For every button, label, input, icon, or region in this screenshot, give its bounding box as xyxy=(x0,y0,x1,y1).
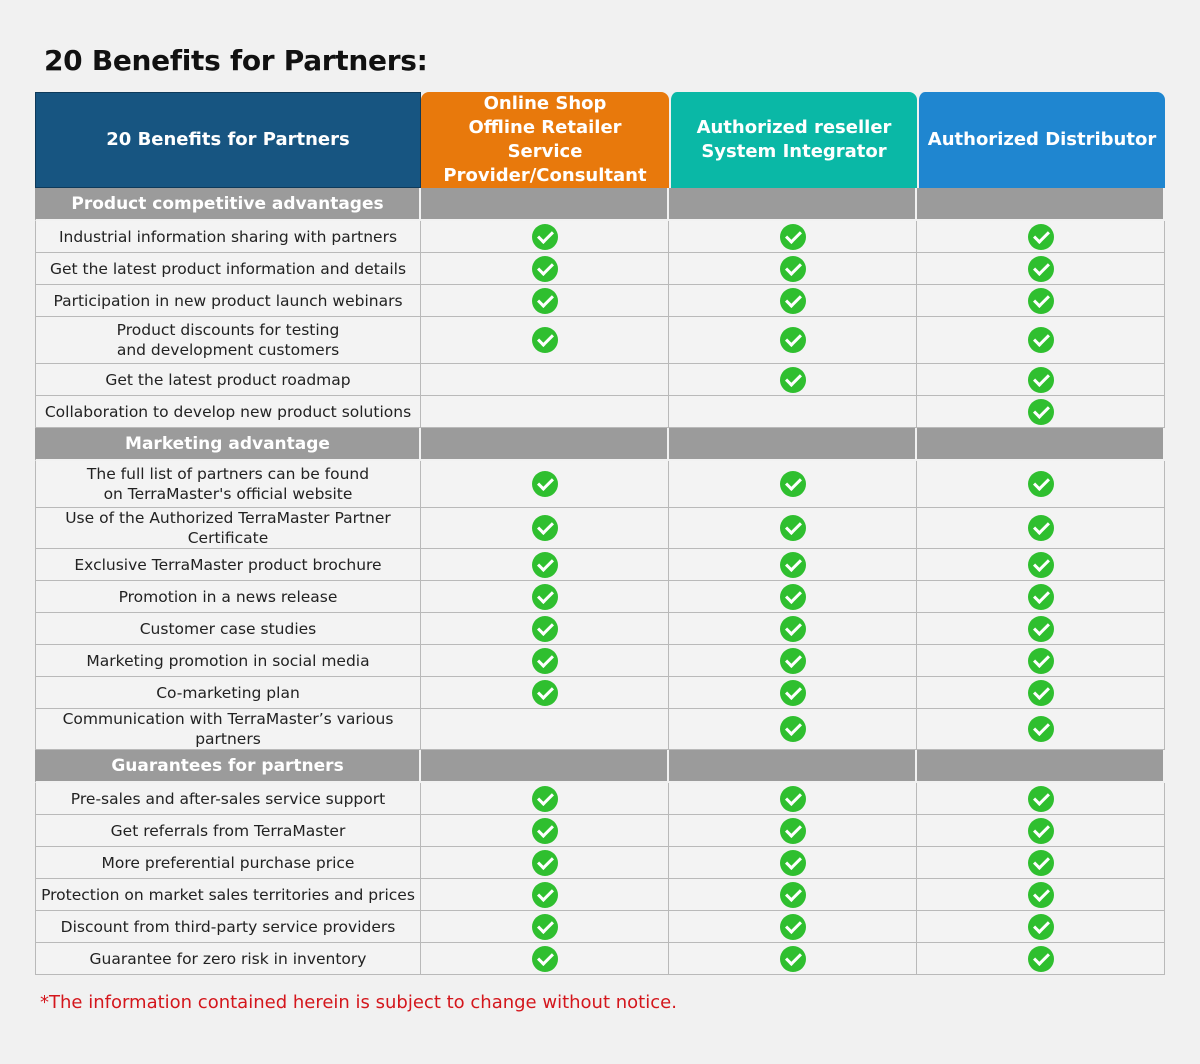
table-row xyxy=(35,508,1165,549)
section-cell xyxy=(421,750,669,783)
section-title: Product competitive advantages xyxy=(35,188,421,221)
check-circle-icon xyxy=(1028,367,1054,393)
check-circle-icon xyxy=(780,584,806,610)
tier-cell xyxy=(917,317,1165,364)
check-circle-icon xyxy=(1028,288,1054,314)
table-row xyxy=(35,581,1165,613)
tier-cell xyxy=(917,461,1165,508)
benefit-label-line: Exclusive TerraMaster product brochure xyxy=(74,555,382,574)
benefit-label xyxy=(35,396,421,428)
header-line: System Integrator xyxy=(701,141,887,162)
tier-cell xyxy=(421,943,669,975)
benefit-label-line: Communication with TerraMaster’s various partners xyxy=(62,710,394,748)
check-circle-icon xyxy=(532,850,558,876)
tier-cell xyxy=(421,783,669,815)
table-row xyxy=(35,783,1165,815)
benefit-label xyxy=(35,317,421,364)
table-row xyxy=(35,815,1165,847)
check-circle-icon xyxy=(532,616,558,642)
table-row xyxy=(35,943,1165,975)
check-circle-icon xyxy=(780,882,806,908)
header-tier-distributor xyxy=(917,92,1165,188)
tier-cell xyxy=(669,549,917,581)
header-benefits-label: 20 Benefits for Partners xyxy=(106,129,350,150)
benefit-label xyxy=(35,911,421,943)
tier-cell xyxy=(421,847,669,879)
check-circle-icon xyxy=(1028,786,1054,812)
tier-cell xyxy=(669,815,917,847)
benefit-label xyxy=(35,285,421,317)
check-circle-icon xyxy=(532,515,558,541)
benefit-label-line: Participation in new product launch webinars xyxy=(53,291,403,310)
tier-cell xyxy=(669,943,917,975)
benefit-label xyxy=(35,508,421,549)
benefit-label xyxy=(35,645,421,677)
check-circle-icon xyxy=(1028,327,1054,353)
section-cell xyxy=(669,188,917,221)
section-cell xyxy=(669,428,917,461)
section-cell xyxy=(917,428,1165,461)
tier-cell xyxy=(917,285,1165,317)
section-cell xyxy=(669,750,917,783)
check-circle-icon xyxy=(532,680,558,706)
check-circle-icon xyxy=(532,327,558,353)
check-circle-icon xyxy=(780,515,806,541)
tier-cell xyxy=(669,613,917,645)
check-circle-icon xyxy=(1028,399,1054,425)
tier-cell xyxy=(421,613,669,645)
tier-cell xyxy=(669,364,917,396)
tier-cell xyxy=(669,396,917,428)
check-circle-icon xyxy=(1028,471,1054,497)
section-row xyxy=(35,188,1165,221)
header-benefits xyxy=(35,92,421,188)
check-circle-icon xyxy=(780,288,806,314)
table-row xyxy=(35,677,1165,709)
check-circle-icon xyxy=(1028,882,1054,908)
check-circle-icon xyxy=(780,224,806,250)
check-circle-icon xyxy=(780,552,806,578)
tier-cell xyxy=(917,221,1165,253)
check-circle-icon xyxy=(780,327,806,353)
benefit-label-line: and development customers xyxy=(116,341,340,359)
benefit-label-line: Get referrals from TerraMaster xyxy=(110,821,346,840)
header-row xyxy=(35,92,1165,188)
tier-cell xyxy=(917,677,1165,709)
tier-cell xyxy=(669,783,917,815)
check-circle-icon xyxy=(1028,648,1054,674)
tier-cell xyxy=(917,396,1165,428)
tier-cell xyxy=(917,645,1165,677)
table-row xyxy=(35,911,1165,943)
benefit-label xyxy=(35,815,421,847)
header-line: Online Shop xyxy=(483,93,607,114)
table-row xyxy=(35,879,1165,911)
tier-cell xyxy=(421,461,669,508)
tier-cell xyxy=(421,549,669,581)
tier-cell xyxy=(421,581,669,613)
tier-cell xyxy=(421,645,669,677)
header-line: Service Provider/Consultant xyxy=(443,141,647,186)
benefit-label-line: Protection on market sales territories and prices xyxy=(41,885,415,904)
tier-cell xyxy=(421,221,669,253)
tier-cell xyxy=(917,364,1165,396)
table-row xyxy=(35,253,1165,285)
tier-cell xyxy=(917,911,1165,943)
tier-cell xyxy=(917,847,1165,879)
header-line: Offline Retailer xyxy=(468,117,622,138)
section-cell xyxy=(421,428,669,461)
benefit-label-line: on TerraMaster's official website xyxy=(103,485,353,503)
check-circle-icon xyxy=(780,256,806,282)
tier-cell xyxy=(669,317,917,364)
tier-cell xyxy=(421,364,669,396)
table-row xyxy=(35,221,1165,253)
tier-cell xyxy=(669,253,917,285)
section-cell xyxy=(917,750,1165,783)
tier-cell xyxy=(669,911,917,943)
benefit-label-line: Product discounts for testing xyxy=(116,321,340,339)
tier-cell xyxy=(421,911,669,943)
benefit-label-line: Marketing promotion in social media xyxy=(86,651,370,670)
tier-cell xyxy=(669,645,917,677)
tier-cell xyxy=(421,677,669,709)
benefit-label-line: Customer case studies xyxy=(139,619,317,638)
check-circle-icon xyxy=(1028,914,1054,940)
header-line: Authorized reseller xyxy=(696,117,892,138)
benefit-label xyxy=(35,709,421,750)
table-row xyxy=(35,285,1165,317)
check-circle-icon xyxy=(532,471,558,497)
header-line: Authorized Distributor xyxy=(927,129,1157,150)
section-cell xyxy=(421,188,669,221)
benefit-label xyxy=(35,677,421,709)
check-circle-icon xyxy=(1028,818,1054,844)
table-row xyxy=(35,613,1165,645)
page-title: 20 Benefits for Partners: xyxy=(44,44,428,77)
check-circle-icon xyxy=(780,716,806,742)
table-row xyxy=(35,317,1165,364)
tier-cell xyxy=(669,508,917,549)
tier-cell xyxy=(421,879,669,911)
tier-cell xyxy=(917,879,1165,911)
benefit-label xyxy=(35,943,421,975)
check-circle-icon xyxy=(1028,256,1054,282)
table-row xyxy=(35,396,1165,428)
check-circle-icon xyxy=(532,914,558,940)
tier-cell xyxy=(917,508,1165,549)
benefit-label xyxy=(35,549,421,581)
header-tier-online-shop xyxy=(421,92,669,188)
tier-cell xyxy=(421,253,669,285)
tier-cell xyxy=(669,709,917,750)
check-circle-icon xyxy=(532,552,558,578)
tier-cell xyxy=(421,815,669,847)
check-circle-icon xyxy=(780,367,806,393)
check-circle-icon xyxy=(780,914,806,940)
benefit-label xyxy=(35,581,421,613)
check-circle-icon xyxy=(780,471,806,497)
benefit-label xyxy=(35,847,421,879)
table-row xyxy=(35,549,1165,581)
tier-cell xyxy=(669,461,917,508)
benefit-label-line: Discount from third-party service providers xyxy=(60,917,396,936)
section-title: Marketing advantage xyxy=(35,428,421,461)
tier-cell xyxy=(669,285,917,317)
table-body xyxy=(35,188,1165,975)
benefit-label xyxy=(35,879,421,911)
check-circle-icon xyxy=(780,786,806,812)
benefit-label xyxy=(35,364,421,396)
benefit-label-line: Pre-sales and after-sales service support xyxy=(70,789,386,808)
table-row xyxy=(35,847,1165,879)
tier-cell xyxy=(421,709,669,750)
tier-cell xyxy=(421,396,669,428)
benefit-label-line: Get the latest product information and details xyxy=(49,259,407,278)
check-circle-icon xyxy=(780,818,806,844)
footnote: *The information contained herein is subject to change without notice. xyxy=(40,992,677,1013)
tier-cell xyxy=(669,221,917,253)
tier-cell xyxy=(421,285,669,317)
check-circle-icon xyxy=(532,256,558,282)
check-circle-icon xyxy=(1028,224,1054,250)
check-circle-icon xyxy=(1028,584,1054,610)
tier-cell xyxy=(917,581,1165,613)
benefit-label-line: Guarantee for zero risk in inventory xyxy=(89,949,367,968)
check-circle-icon xyxy=(1028,515,1054,541)
benefit-label-line: Co-marketing plan xyxy=(156,683,300,702)
check-circle-icon xyxy=(1028,716,1054,742)
tier-cell xyxy=(421,317,669,364)
benefit-label-line: Get the latest product roadmap xyxy=(105,370,351,389)
header-tier-reseller xyxy=(669,92,917,188)
tier-cell xyxy=(669,879,917,911)
check-circle-icon xyxy=(532,946,558,972)
table-row xyxy=(35,364,1165,396)
tier-cell xyxy=(669,581,917,613)
section-row xyxy=(35,428,1165,461)
tier-cell xyxy=(917,613,1165,645)
benefit-label-line: Promotion in a news release xyxy=(118,587,338,606)
table-row xyxy=(35,709,1165,750)
check-circle-icon xyxy=(780,850,806,876)
check-circle-icon xyxy=(780,648,806,674)
check-circle-icon xyxy=(532,818,558,844)
tier-cell xyxy=(917,549,1165,581)
benefit-label-line: The full list of partners can be found xyxy=(86,465,370,483)
table-row xyxy=(35,645,1165,677)
check-circle-icon xyxy=(532,584,558,610)
section-cell xyxy=(917,188,1165,221)
check-circle-icon xyxy=(1028,680,1054,706)
benefits-table xyxy=(35,92,1165,975)
tier-cell xyxy=(421,508,669,549)
section-title: Guarantees for partners xyxy=(35,750,421,783)
check-circle-icon xyxy=(1028,616,1054,642)
tier-cell xyxy=(917,815,1165,847)
table-row xyxy=(35,461,1165,508)
check-circle-icon xyxy=(532,786,558,812)
benefit-label xyxy=(35,783,421,815)
tier-cell xyxy=(917,943,1165,975)
benefit-label xyxy=(35,613,421,645)
check-circle-icon xyxy=(532,224,558,250)
benefit-label-line: Industrial information sharing with partners xyxy=(58,227,398,246)
check-circle-icon xyxy=(1028,850,1054,876)
tier-cell xyxy=(669,677,917,709)
benefit-label-line: More preferential purchase price xyxy=(101,853,355,872)
tier-cell xyxy=(669,847,917,879)
check-circle-icon xyxy=(1028,552,1054,578)
benefit-label-line: Collaboration to develop new product solutions xyxy=(44,402,412,421)
check-circle-icon xyxy=(1028,946,1054,972)
tier-cell xyxy=(917,783,1165,815)
benefit-label xyxy=(35,221,421,253)
benefit-label-line: Use of the Authorized TerraMaster Partner Certificate xyxy=(65,509,391,547)
check-circle-icon xyxy=(780,616,806,642)
tier-cell xyxy=(917,709,1165,750)
check-circle-icon xyxy=(532,288,558,314)
check-circle-icon xyxy=(780,680,806,706)
check-circle-icon xyxy=(532,882,558,908)
section-row xyxy=(35,750,1165,783)
benefit-label xyxy=(35,461,421,508)
tier-cell xyxy=(917,253,1165,285)
benefit-label xyxy=(35,253,421,285)
check-circle-icon xyxy=(532,648,558,674)
check-circle-icon xyxy=(780,946,806,972)
